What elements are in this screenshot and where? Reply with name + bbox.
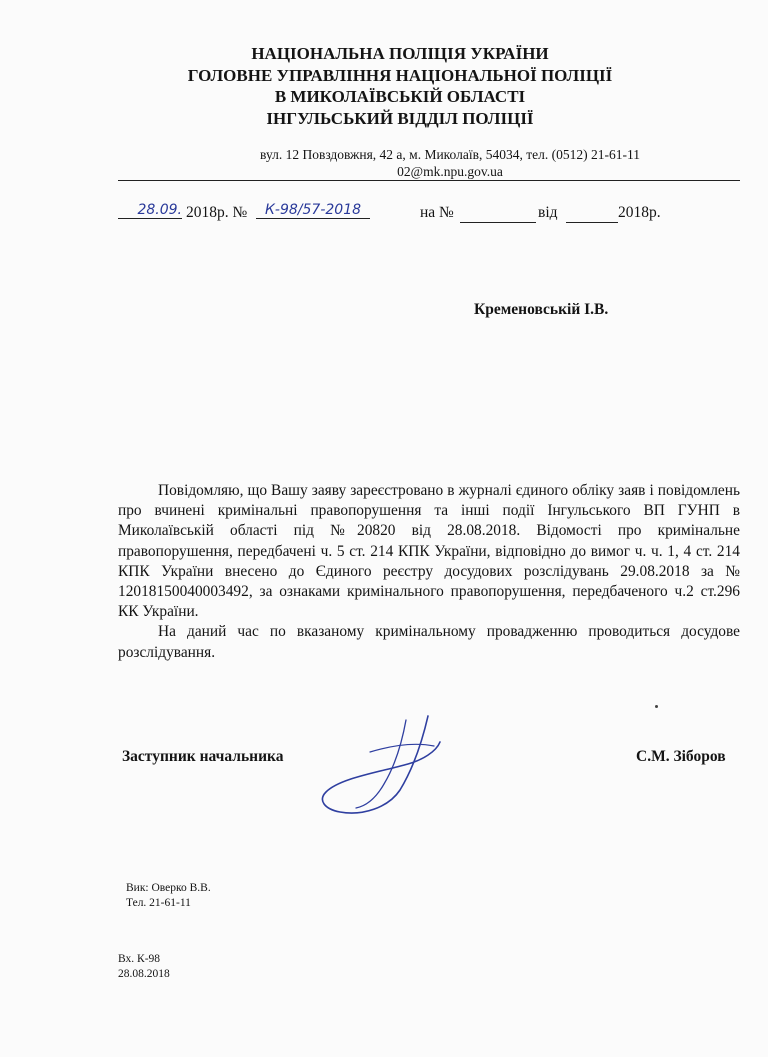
reference-from-label: від <box>538 204 558 221</box>
incoming-reference <box>118 952 170 982</box>
contact-address <box>150 146 750 180</box>
body-paragraph-1: Повідомляю, що Вашу заяву зареєстровано в журналі єдиного обліку заяв і повідомлень про вчинені кримінальні правопорушення та інші події Інгульського ВП ГУНП в Миколаївській області під №20820 від 28.08.2018. Відомості про кримінальне правопорушення, передбачені ч. 5 ст. 214 КПК України, відповідно до вимог ч. ч. 1, 4 ст. 214 КПК України внесено до Єдиного реєстру досудових розслідувань 29.08.2018 за № 12018150040003492, за ознаками кримінального правопорушення, передбаченого ч.2 ст.296 КК України. <box>118 482 740 621</box>
reference-number-label: на № <box>420 204 454 221</box>
reference-date-blank <box>566 204 618 223</box>
incoming-date: 28.08.2018 <box>118 968 170 980</box>
executor-phone: Тел. 21-61-11 <box>126 897 191 909</box>
signatory-title: Заступник начальника <box>122 748 284 765</box>
handwritten-number: К-98/57-2018 <box>256 202 370 219</box>
reference-year-label: 2018р. <box>618 204 661 221</box>
incoming-number: Вх. К-98 <box>118 953 161 965</box>
registration-line <box>118 202 738 228</box>
letterhead-line-2: ГОЛОВНЕ УПРАВЛІННЯ НАЦІОНАЛЬНОЇ ПОЛІЦІЇ <box>187 65 613 85</box>
email-line: 02@mk.npu.gov.ua <box>397 164 503 179</box>
executor-info <box>126 881 211 911</box>
letterhead <box>170 43 630 129</box>
recipient-name: Кременовській І.В. <box>474 301 609 318</box>
letterhead-line-4: ІНГУЛЬСЬКИЙ ВІДДІЛ ПОЛІЦІЇ <box>266 108 534 128</box>
letterhead-line-3: В МИКОЛАЇВСЬКІЙ ОБЛАСТІ <box>274 87 526 106</box>
address-line: вул. 12 Повздовжня, 42 а, м. Миколаїв, 54034, тел. (0512) 21-61-11 <box>260 147 640 162</box>
executor-name: Вик: Оверко В.В. <box>126 882 211 894</box>
handwritten-signature <box>310 712 460 822</box>
reference-number-blank <box>460 204 536 223</box>
scan-speck <box>655 705 658 708</box>
header-divider <box>118 180 740 181</box>
letter-body <box>118 481 740 663</box>
handwritten-date: 28.09. <box>118 202 182 219</box>
body-paragraph-2: На даний час по вказаному кримінальному провадженню проводиться досудове розслідування. <box>118 623 740 661</box>
registration-year-label: 2018р. № <box>186 204 248 221</box>
signatory-name: С.М. Зіборов <box>636 748 726 765</box>
letterhead-line-1: НАЦІОНАЛЬНА ПОЛІЦІЯ УКРАЇНИ <box>251 44 549 63</box>
